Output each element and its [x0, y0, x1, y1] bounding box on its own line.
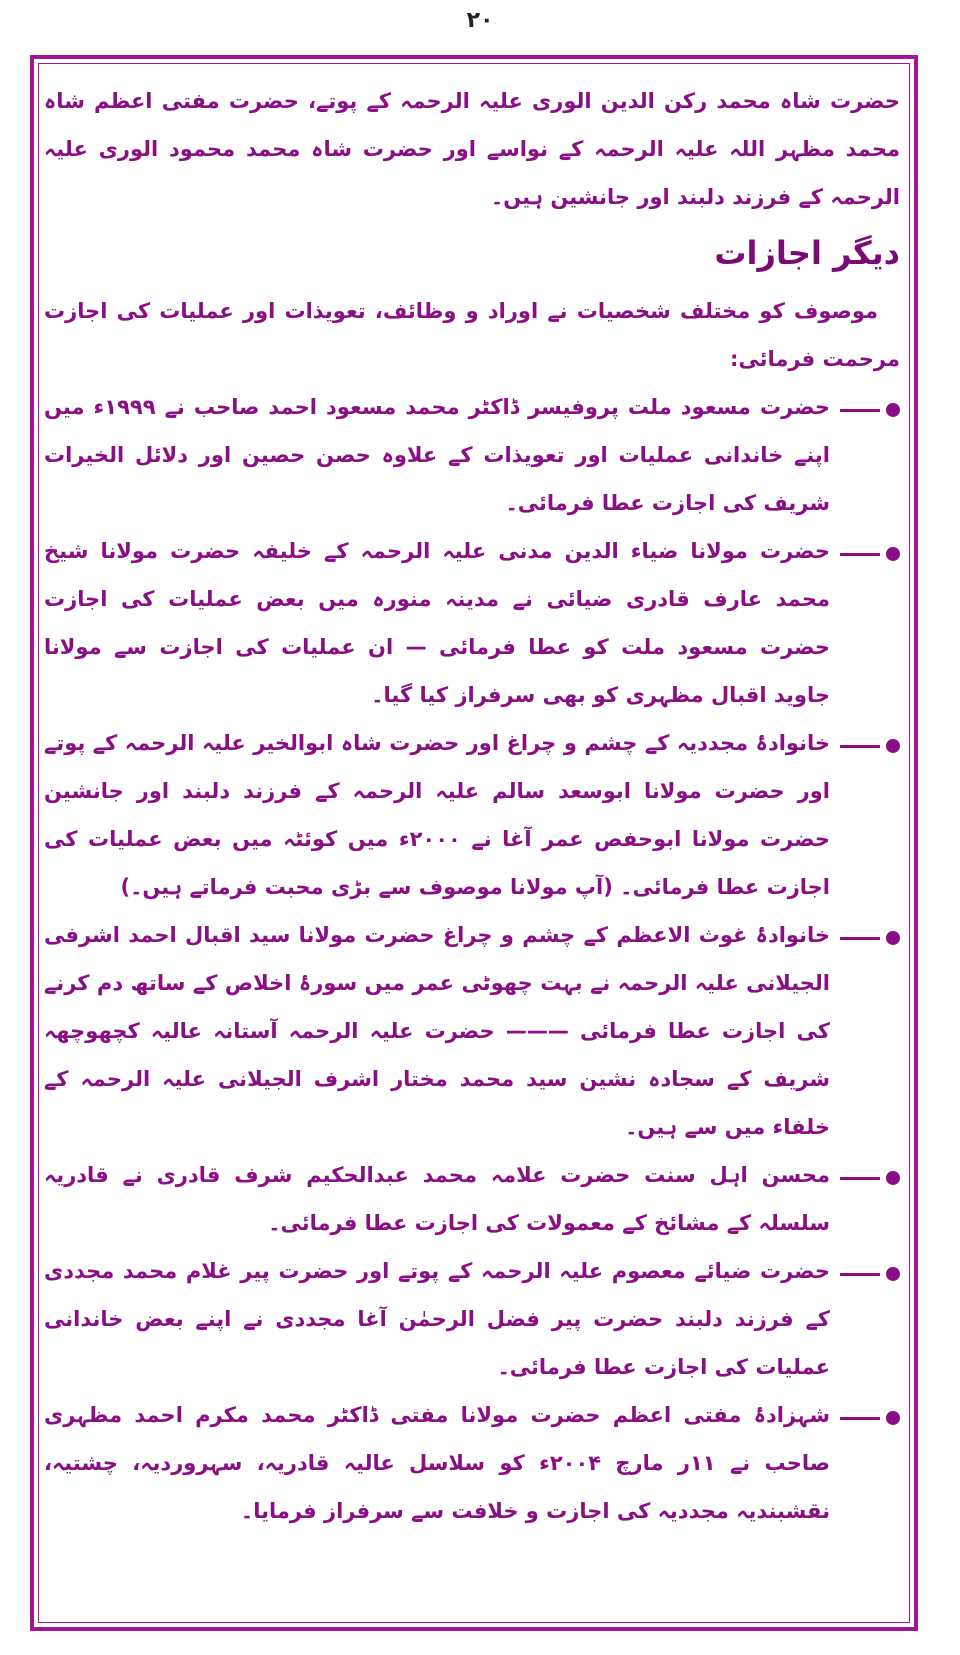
bullet-icon [886, 403, 900, 417]
bullet-icon [886, 739, 900, 753]
dash-icon [840, 1177, 880, 1180]
list-item-text: خانوادۂ مجددیہ کے چشم و چراغ اور حضرت شاہ ابوالخیر علیہ الرحمہ کے پوتے اور حضرت مولانا ابوسعد سالم علیہ الرحمہ کے فرزند دلبند اور جانشین حضرت مولانا ابوحفص عمر آغا نے ۲۰۰۰ء میں کوئٹہ میں بعض عملیات کی اجازت عطا فرمائی۔ (آپ مولانا موصوف سے بڑی محبت فرماتے ہیں۔) [44, 731, 830, 899]
list-item [44, 1247, 900, 1391]
list-item-text: حضرت مسعود ملت پروفیسر ڈاکٹر محمد مسعود احمد صاحب نے ۱۹۹۹ء میں اپنے خاندانی عملیات اور تعویذات کے علاوہ حصن حصین اور دلائل الخیرات شریف کی اجازت عطا فرمائی۔ [44, 395, 830, 515]
bullet-icon [886, 547, 900, 561]
list-item [44, 383, 900, 527]
list-item [44, 527, 900, 719]
bullet-icon [886, 1171, 900, 1185]
dash-icon [840, 1417, 880, 1420]
bullet-icon [886, 1267, 900, 1281]
list-item [44, 911, 900, 1151]
page-content [44, 77, 900, 1535]
list-item [44, 719, 900, 911]
bullet-icon [886, 1411, 900, 1425]
intro-paragraph: موصوف کو مختلف شخصیات نے اوراد و وظائف، تعویذات اور عملیات کی اجازت مرحمت فرمائی: [44, 299, 900, 371]
page-number: ۲۰ [466, 8, 494, 33]
dash-icon [840, 1273, 880, 1276]
dash-icon [840, 553, 880, 556]
list-item-text: شہزادۂ مفتی اعظم حضرت مولانا مفتی ڈاکٹر محمد مکرم احمد مظہری صاحب نے ۱۱ر مارچ ۲۰۰۴ء کو سلاسل عالیہ قادریہ، سہروردیہ، چشتیہ، نقشبندیہ مجددیہ کی اجازت و خلافت سے سرفراز فرمایا۔ [44, 1403, 831, 1523]
list-item-text: خانوادۂ غوث الاعظم کے چشم و چراغ حضرت مولانا سید اقبال احمد اشرفی الجیلانی علیہ الرحمہ نے بہت چھوٹی عمر میں سورۂ اخلاص کے ساتھ دم کرنے کی اجازت عطا فرمائی ——— حضرت علیہ الرحمہ آستانہ عالیہ کچھوچھہ شریف کے سجادہ نشین سید محمد مختار اشرف الجیلانی علیہ الرحمہ کے خلفاء میں سے ہیں۔ [44, 923, 830, 1139]
list-item [44, 1151, 900, 1247]
dash-icon [840, 937, 880, 940]
bullet-icon [886, 931, 900, 945]
list-item-text: حضرت ضیائے معصوم علیہ الرحمہ کے پوتے اور حضرت پیر غلام محمد مجددی کے فرزند دلبند حضرت پیر فضل الرحمٰن آغا مجددی نے اپنے بعض خاندانی عملیات کی اجازت عطا فرمائی۔ [44, 1259, 830, 1379]
opening-paragraph: حضرت شاہ محمد رکن الدین الوری علیہ الرحمہ کے پوتے، حضرت مفتی اعظم شاہ محمد مظہر اللہ علیہ الرحمہ کے نواسے اور حضرت شاہ محمد محمود الوری علیہ الرحمہ کے فرزند دلبند اور جانشین ہیں۔ [44, 89, 900, 209]
dash-icon [840, 745, 880, 748]
list-item-text: محسن اہل سنت حضرت علامہ محمد عبدالحکیم شرف قادری نے قادریہ سلسلہ کے مشائخ کے معمولات کی اجازت عطا فرمائی۔ [44, 1163, 830, 1235]
page-frame [30, 55, 918, 1631]
list-item [44, 1391, 900, 1535]
list-item-text: حضرت مولانا ضیاء الدین مدنی علیہ الرحمہ کے خلیفہ حضرت مولانا شیخ محمد عارف قادری ضیائی نے مدینہ منورہ میں بعض عملیات کی اجازت حضرت مسعود ملت کو عطا فرمائی — ان عملیات کی اجازت سے مولانا جاوید اقبال مظہری کو بھی سرفراز کیا گیا۔ [44, 539, 830, 707]
dash-icon [840, 409, 880, 412]
section-heading: دیگر اجازات [714, 234, 900, 272]
